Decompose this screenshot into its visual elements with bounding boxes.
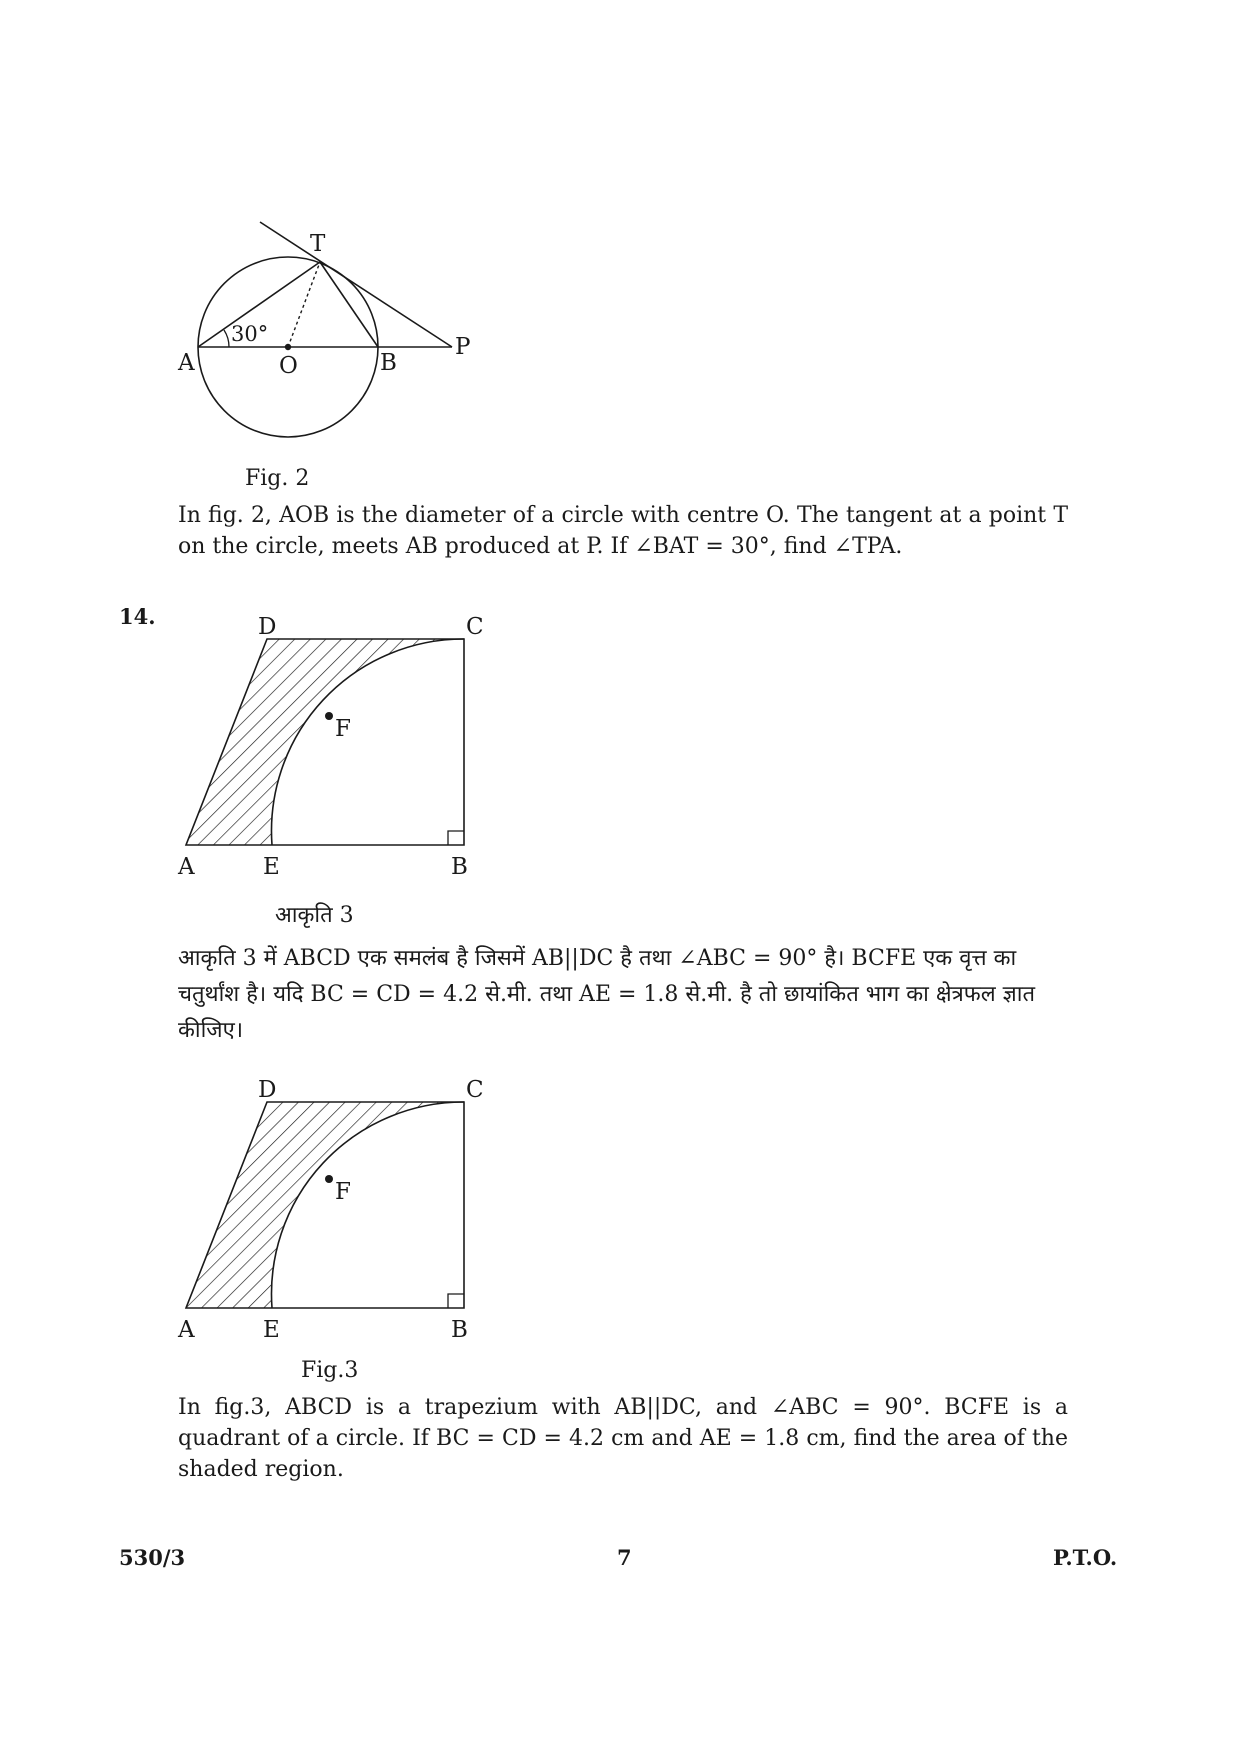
label-a: A [178, 854, 195, 880]
figure-2-question-text: In fig. 2, AOB is the diameter of a circle with centre O. The tangent at a point T on the circle, meets AB produced at P. If ∠BAT = 30°, find ∠TPA. [178, 503, 1068, 559]
label-a: A [178, 350, 195, 376]
page-number: 7 [617, 1545, 632, 1570]
label-e: E [263, 854, 280, 880]
figure-3-hindi-caption: आकृति 3 [275, 903, 354, 928]
question-text-english: In fig.3, ABCD is a trapezium with AB||DC, and ∠ABC = 90°. BCFE is a quadrant of a circle. If BC = CD = 4.2 cm and AE = 1.8 cm, find the area of the shaded region. [178, 1395, 1068, 1482]
label-angle: 30° [231, 322, 269, 346]
question-text-hindi: आकृति 3 में ABCD एक समलंब है जिसमें AB||DC है तथा ∠ABC = 90° है। BCFE एक वृत्त का चतुर्थांश है। यदि BC = CD = 4.2 से.मी. तथा AE = 1.8 से.मी. है तो छायांकित भाग का क्षेत्रफल ज्ञात कीजिए। [178, 946, 1035, 1043]
question-number: 14. [119, 604, 156, 629]
paper-code: 530/3 [119, 1545, 186, 1570]
label-p: P [455, 334, 471, 360]
label-a: A [178, 1317, 195, 1343]
pto-label: P.T.O. [1053, 1545, 1118, 1570]
figure-3-caption: Fig.3 [301, 1358, 359, 1383]
label-d: D [258, 614, 277, 640]
label-t: T [310, 231, 326, 257]
label-c: C [466, 614, 484, 640]
label-f: F [335, 716, 351, 742]
right-angle-mark [448, 1294, 464, 1308]
label-c: C [466, 1077, 484, 1103]
label-b: B [451, 854, 468, 880]
shaded-region [186, 1102, 464, 1308]
label-b: B [451, 1317, 468, 1343]
figure-2-caption: Fig. 2 [245, 466, 310, 491]
point-f [325, 1175, 333, 1183]
label-d: D [258, 1077, 277, 1103]
label-e: E [263, 1317, 280, 1343]
label-f: F [335, 1179, 351, 1205]
label-o: O [279, 353, 298, 379]
label-b: B [380, 350, 397, 376]
